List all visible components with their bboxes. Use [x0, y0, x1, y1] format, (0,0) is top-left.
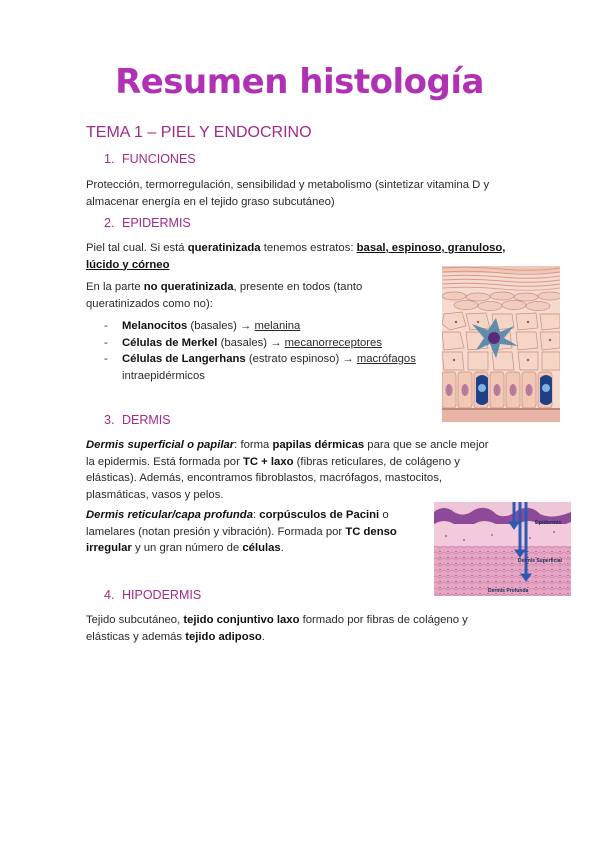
section-heading-dermis	[104, 413, 171, 427]
bullet-dash: -	[104, 336, 108, 349]
section-heading-funciones	[104, 152, 196, 166]
bold-term: tejido conjuntivo laxo	[183, 614, 300, 626]
cell-name: Melanocitos	[122, 320, 188, 332]
dermis-superficial-term: Dermis superficial o papilar	[86, 439, 235, 451]
section-number: 2.	[104, 216, 115, 230]
bold-term: TC + laxo	[242, 455, 294, 468]
section-title: HIPODERMIS	[122, 588, 202, 602]
bullet-dash: -	[104, 320, 108, 332]
dermis-paragraph-1	[86, 437, 496, 503]
dermis-histology-image	[434, 502, 571, 596]
cell-detail: (basales) →	[217, 336, 285, 349]
cell-target: melanina	[254, 320, 301, 332]
label-epidermis: Epidermis	[535, 520, 562, 526]
text-run: formado por fibras de colágeno y elásticas y además	[86, 614, 468, 643]
document-title: Resumen histología	[115, 62, 484, 102]
bold-term: papilas dérmicas	[272, 439, 365, 451]
epidermis-illustration	[442, 266, 560, 422]
section-heading-epidermis	[104, 216, 191, 230]
text-run: o lamelares (notan presión y vibración). Formada por	[86, 509, 389, 538]
text-run: : forma	[234, 439, 273, 451]
text-run: para que se ancle mejor la epidermis. Está formada por	[86, 439, 489, 468]
section-title: FUNCIONES	[122, 152, 196, 166]
topic-heading: TEMA 1 – PIEL Y ENDOCRINO	[86, 124, 312, 141]
bullet-dash: -	[104, 353, 108, 365]
text-run: (fibras reticulares, de colágeno y elásticas). Además, encontramos fibroblastos, macrófagos, mastocitos, plasmáticas, vasos y pelos.	[86, 455, 460, 501]
dermis-reticular-term: Dermis reticular/capa profunda	[86, 509, 253, 521]
epidermis-cell-list	[104, 318, 424, 384]
section-title: DERMIS	[122, 413, 171, 427]
section-title: EPIDERMIS	[122, 216, 191, 230]
text-run: y un gran número de	[131, 542, 243, 554]
text-run: .	[261, 630, 265, 643]
bold-term: corpúsculos de Pacini	[259, 509, 380, 521]
cell-detail: (basales) →	[187, 320, 255, 332]
text-run: Piel tal cual. Si está	[86, 242, 188, 254]
bold-term: no queratinizada	[143, 281, 234, 293]
list-item	[104, 335, 424, 352]
section-number: 1.	[104, 152, 115, 166]
dermis-paragraph-2	[86, 507, 418, 557]
cell-target-continuation: intraepidérmicos	[122, 369, 205, 382]
text-run: :	[253, 509, 260, 521]
section-heading-hipodermis	[104, 588, 201, 602]
section-number: 3.	[104, 413, 115, 427]
label-dermis-superficial: Dermis Superficial	[518, 558, 562, 564]
cell-target: mecanorreceptores	[284, 336, 382, 349]
cell-name: Células de Langerhans	[122, 353, 246, 365]
text-run: tenemos estratos:	[260, 242, 357, 254]
text-run: .	[280, 542, 284, 554]
cell-target: macrófagos	[356, 353, 416, 365]
text-run: , presente en todos (tanto queratinizados como no):	[86, 281, 363, 310]
list-item	[104, 351, 424, 384]
bold-term: queratinizada	[187, 242, 261, 254]
epidermis-paragraph-2	[86, 279, 416, 312]
list-item	[104, 318, 424, 335]
bold-term: tejido adiposo	[185, 630, 262, 643]
funciones-paragraph: Protección, termorregulación, sensibilidad y metabolismo (sintetizar vitamina D y almacenar energía en el tejido graso subcutáneo)	[86, 179, 490, 208]
bold-term: células	[242, 542, 281, 554]
text-run: En la parte	[86, 281, 144, 293]
strata-list: basal, espinoso, granuloso, lúcido y córneo	[86, 242, 506, 271]
bold-term: TC denso irregular	[86, 525, 397, 554]
cell-name: Células de Merkel	[122, 336, 218, 349]
hipodermis-paragraph	[86, 612, 506, 645]
text-run: Tejido subcutáneo,	[86, 614, 184, 626]
cell-detail: (estrato espinoso) →	[245, 353, 357, 365]
label-dermis-profunda: Dermis Profunda	[488, 588, 529, 594]
section-number: 4.	[104, 588, 115, 602]
